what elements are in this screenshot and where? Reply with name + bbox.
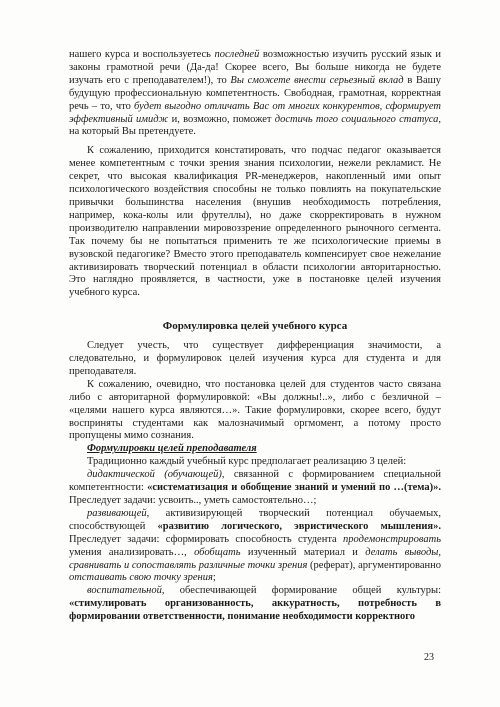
text-run: (реферат), аргументированно bbox=[307, 559, 441, 571]
page-body bbox=[69, 49, 441, 624]
paragraph-4: К сожалению, очевидно, что постановка целей для студентов часто связана либо с авторитарной формулировкой: «Вы должны!..», либо с безличной – «целями нашего курса являются…». Такие формулировки, скорее всего, будут восприняты студентами как малозначимый оргмомент, а потому просто пропущены мимо сознания. bbox=[69, 378, 441, 442]
text-run: Преследует задачи: сформировать способность студента bbox=[69, 533, 344, 545]
italic-run: продемонстрировать bbox=[343, 533, 441, 545]
bold-run: «стимулировать организованность, аккуратность, потребность в формировании ответственности, понимание необходимости корректного bbox=[69, 598, 441, 623]
text-run: в Вашу будущую профессиональную компетентность. Свободная, грамотная, корректная речь – то, что bbox=[69, 74, 441, 112]
text-run: возможностью изучить русский язык и законы грамотной речи (Да-да! Скорее всего, Вы больше никогда не будете изучать его с преподавателем!), то bbox=[69, 49, 441, 86]
page-number: 23 bbox=[424, 652, 434, 663]
italic-run: делать выводы, сравнивать и сопоставлять различные точки зрения bbox=[69, 546, 442, 571]
paragraph-2: К сожалению, приходится констатировать, что подчас педагог оказывается менее компетентным с точки зрения знания психологии, нежели рекламист. Не секрет, что высокая квалификация PR-менеджеров, накопленный ими опыт психологического воздействия способны не только повлиять на покупательские привычки большинства населения (внушив необходимость потребления, например, кока-колы или фрутеллы), но даже скорректировать в нужном производителю направлении мировоззрение определенного рыночного сегмента. Так почему бы не попытаться применить те же психологические приемы в вузовской педагогике? Вместо этого преподаватель компенсирует свое нежелание активизировать творческий потенциал в области психологии авторитарностью. Это наглядно проявляется, в частности, уже в постановке целей изучения учебного курса. bbox=[69, 145, 441, 299]
text-run: , связанной с формированием специальной компетентности: bbox=[69, 469, 441, 494]
italic-run: будет выгодно отличать Вас от многих конкурентов, сформирует эффективный имидж bbox=[69, 100, 441, 125]
italic-run: дидактической (обучающей) bbox=[87, 469, 222, 481]
bold-run: «систематизация и обобщение знаний и умений по …(тема)». bbox=[147, 482, 442, 494]
goal-educational bbox=[69, 585, 441, 624]
text-run: , обеспечивающей формирование общей культуры: bbox=[161, 585, 441, 597]
paragraph-3: Следует учесть, что существует дифференциация значимости, а следовательно, и формулировок целей изучения курса для студента и для преподавателя. bbox=[69, 340, 441, 377]
text-run: Преследует задачи: усвоить.., уметь самостоятельно…; bbox=[69, 495, 317, 506]
italic-run: развивающей bbox=[87, 507, 147, 519]
text-run: и, возможно, поможет bbox=[168, 113, 275, 125]
text-run: , активизирующей творческий потенциал обучаемых, способствующей bbox=[69, 507, 441, 532]
text-run: , на который Вы претендуете. bbox=[69, 113, 441, 138]
text-run: изученный материал и bbox=[240, 546, 366, 558]
goal-developmental bbox=[69, 508, 441, 585]
italic-run: воспитательной bbox=[87, 585, 162, 597]
italic-run: обобщать bbox=[194, 546, 241, 558]
italic-run: Вы сможете внести серьезный вклад bbox=[230, 74, 404, 86]
italic-run: отстаивать свою точку зрения bbox=[69, 572, 213, 584]
paragraph-1 bbox=[69, 49, 441, 139]
text-run: ; bbox=[212, 572, 216, 584]
bold-run: «развитию логического, эвристического мышления». bbox=[157, 520, 441, 532]
goal-didactic bbox=[69, 469, 441, 508]
italic-run: достичь того социального статуса bbox=[274, 113, 439, 125]
text-run: умения анализировать…, bbox=[69, 546, 195, 558]
text-run: нашего курса и воспользуетесь bbox=[69, 49, 215, 60]
paragraph-5: Традиционно каждый учебный курс предполагает реализацию 3 целей: bbox=[87, 456, 407, 468]
subsection-heading: Формулировки целей преподавателя bbox=[87, 443, 257, 455]
italic-run: последней bbox=[214, 49, 260, 60]
section-heading: Формулировка целей учебного курса bbox=[162, 320, 348, 333]
